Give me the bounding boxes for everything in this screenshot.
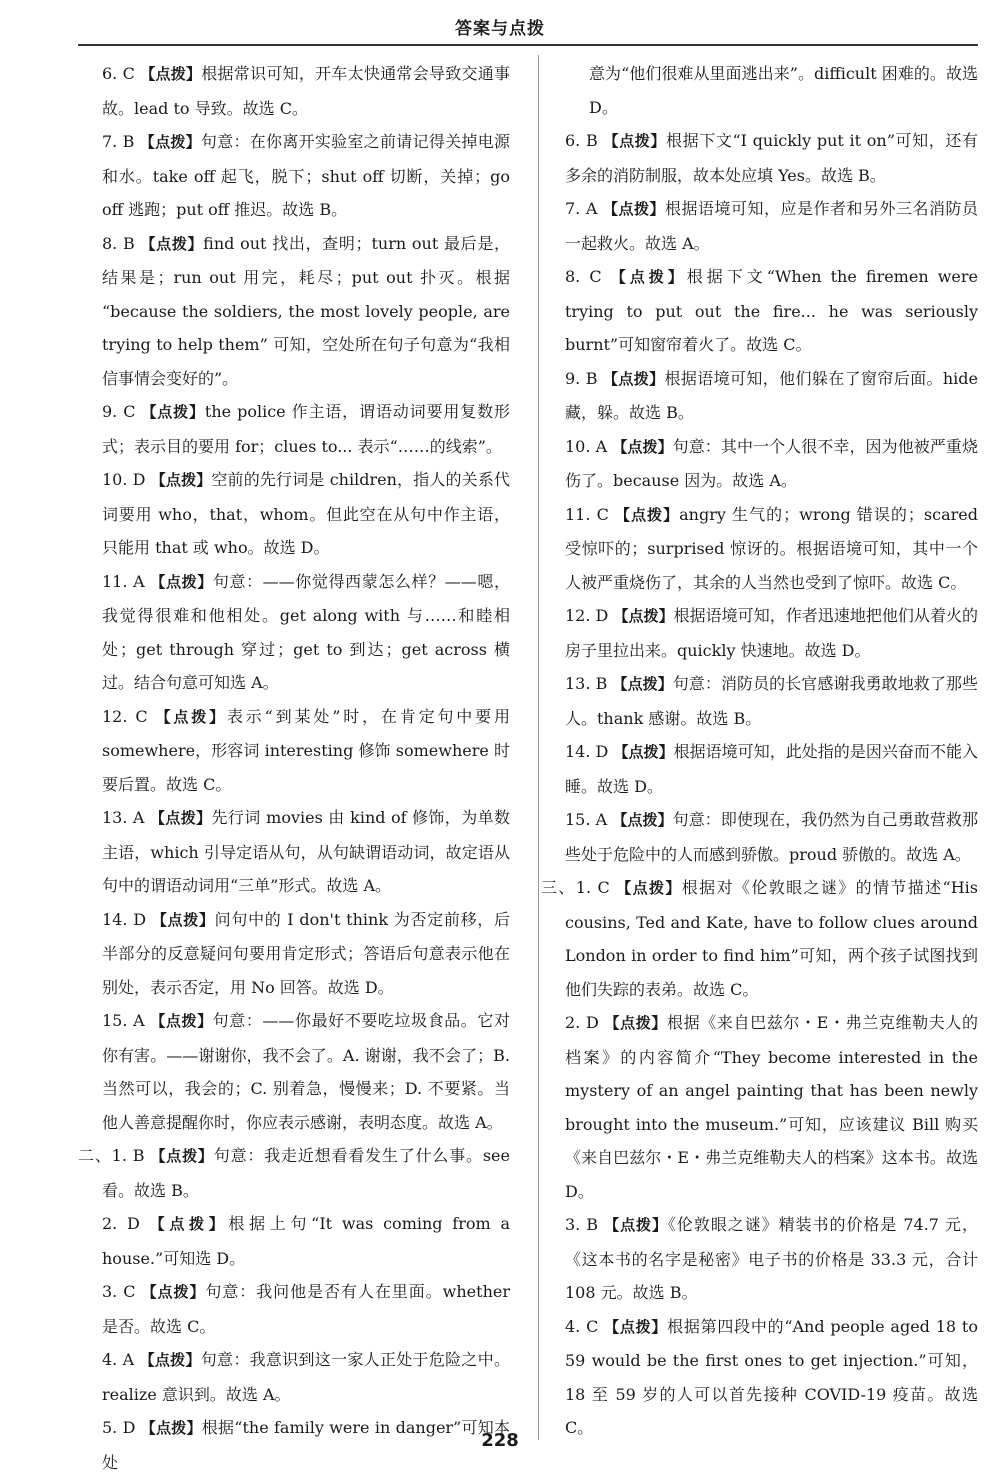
answer-item-continued [565, 57, 978, 124]
question-number: 3. B [565, 1215, 599, 1234]
explanation-text: the police 作主语，谓语动词要用复数形式；表示目的要用 for；clues to... 表示“……的线索”。 [102, 402, 510, 456]
hint-tag: 【点拨】 [603, 200, 665, 218]
answer-item [102, 801, 510, 903]
hint-tag: 【点拨】 [151, 910, 215, 929]
question-number: 1. C [575, 878, 610, 897]
hint-tag: 【点拨】 [149, 1215, 229, 1233]
question-number: 10. D [102, 470, 146, 489]
explanation-text: 句意：消防员的长官感谢我勇敢地救了那些人。thank 感谢。故选 B。 [565, 674, 978, 728]
explanation-text: 根据语境可知，应是作者和另外三名消防员一起救火。故选 A。 [565, 199, 978, 253]
explanation-text: 根据语境可知，此处指的是因兴奋而不能入睡。故选 D。 [565, 742, 978, 796]
answer-item [565, 1208, 978, 1310]
hint-tag: 【点拨】 [141, 403, 205, 421]
question-number: 8. B [102, 233, 135, 253]
hint-tag: 【点拨】 [616, 879, 682, 897]
explanation-text: 句意：——你最好不要吃垃圾食品。它对你有害。——谢谢你，我不会了。A. 谢谢，我不会了；B. 当然可以，我会的；C. 别着急，慢慢来；D. 不要紧。当他人善意提醒你时，你应表示感谢，表明态度。故选 A。 [102, 1011, 510, 1132]
hint-tag: 【点拨】 [603, 132, 666, 150]
hint-tag: 【点拨】 [612, 811, 673, 829]
answer-item [565, 362, 978, 430]
explanation-text: 句意：在你离开实验室之前请记得关掉电源和水。take off 起飞，脱下；shut off 切断，关掉；go off 逃跑；put off 推迟。故选 B。 [102, 132, 510, 219]
hint-tag: 【点拨】 [150, 572, 213, 591]
hint-tag: 【点拨】 [614, 505, 680, 524]
answer-item [78, 1139, 510, 1207]
answer-item [565, 430, 978, 498]
explanation-text: 句意：我意识到这一家人正处于危险之中。realize 意识到。故选 A。 [102, 1350, 510, 1404]
question-number: 11. A [102, 571, 145, 591]
question-number: 1. B [111, 1146, 145, 1165]
explanation-text: 根据《来自巴兹尔・E・弗兰克维勒夫人的档案》的内容简介“They become interested in the mystery of an angel painting that has been newly brought into the museum.”可知，应该建议 Bill 购买《来自巴兹尔・E・弗兰克维勒夫人的档案》这本书。故选 D。 [565, 1013, 978, 1201]
answer-item [541, 871, 979, 1006]
explanation-text: 句意：——你觉得西蒙怎么样？——嗯，我觉得很难和他相处。get along with 与……和睦相处；get through 穿过；get to 到达；get across 横过。结合句意可知选 A。 [102, 571, 510, 692]
hint-tag: 【点拨】 [612, 675, 673, 693]
answer-item [565, 667, 978, 735]
answer-item [102, 1343, 510, 1411]
explanation-text: 句意：即使现在，我仍然为自己勇敢营救那些处于危险中的人而感到骄傲。proud 骄傲的。故选 A。 [565, 810, 978, 864]
column-divider [538, 55, 539, 1440]
answer-item [565, 498, 978, 600]
header-title: 答案与点拨 [455, 19, 545, 39]
question-number: 8. C [565, 267, 602, 286]
explanation-text: 根据语境可知，作者迅速地把他们从着火的房子里拉出来。quickly 快速地。故选 D。 [565, 606, 978, 660]
question-number: 4. A [102, 1350, 135, 1369]
hint-tag: 【点拨】 [612, 437, 673, 456]
hint-tag: 【点拨】 [150, 1012, 213, 1030]
answer-item [102, 125, 510, 227]
explanation-text: 根据语境可知，他们躲在了窗帘后面。hide 藏，躲。故选 B。 [565, 368, 979, 422]
question-number: 11. C [565, 504, 609, 524]
hint-tag: 【点拨】 [604, 1014, 668, 1032]
question-number: 7. B [102, 132, 135, 151]
question-number: 15. A [102, 1011, 145, 1030]
hint-tag: 【点拨】 [149, 809, 212, 827]
question-number: 6. C [102, 64, 135, 83]
explanation-text: 先行词 movies 由 kind of 修饰，为单数主语，which 引导定语从句，从句缺谓语动词，故定语从句中的谓语动词用“三单”形式。故选 A。 [102, 808, 510, 895]
left-column [78, 57, 510, 1479]
explanation-text: 表示“到某处”时，在肯定句中要用 somewhere，形容词 interesting 修饰 somewhere 时要后置。故选 C。 [102, 706, 510, 794]
question-number: 12. D [565, 606, 609, 625]
explanation-text: 句意：我问他是否有人在里面。whether 是否。故选 C。 [102, 1282, 510, 1336]
explanation-text: find out 找出，查明；turn out 最后是，结果是；run out 用完，耗尽；put out 扑灭。根据 “because the soldiers, the most lovely people, are trying to help them” 可知，空处所在句子句意为“我相信事情会变好的”。 [102, 233, 510, 388]
explanation-text: 根据下文“When the firemen were trying to put out the fire... he was seriously burnt”可知窗帘着火了。故选 C。 [565, 267, 979, 354]
explanation-text: 根据下文“I quickly put it on”可知，还有多余的消防制服，故本处应填 Yes。故选 B。 [565, 131, 978, 185]
hint-tag: 【点拨】 [610, 268, 687, 286]
section-number: 三、 [541, 878, 576, 897]
question-number: 10. A [565, 436, 608, 456]
explanation-text: angry 生气的；wrong 错误的；scared 受惊吓的；surprised 惊讶的。根据语境可知，其中一个人被严重烧伤了，其余的人当然也受到了惊吓。故选 C。 [565, 504, 979, 592]
question-number: 12. C [102, 706, 148, 726]
explanation-text: 根据“the family were in danger”可知本处 [102, 1418, 510, 1472]
question-number: 9. B [565, 368, 598, 388]
hint-tag: 【点拨】 [141, 1283, 206, 1301]
answer-item [565, 1310, 978, 1445]
answer-item [102, 1207, 510, 1275]
explanation-text: 根据第四段中的“And people aged 18 to 59 would be the first ones to get injection.”可知，18 至 59 岁的人可以首先接种 COVID-19 疫苗。故选 C。 [565, 1316, 978, 1437]
explanation-text: 空前的先行词是 children，指人的关系代词要用 who，that，whom。但此空在从句中作主语，只能用 that 或 who。故选 D。 [102, 470, 510, 557]
answer-item [565, 192, 978, 260]
explanation-text: 根据上句“It was coming from a house.”可知选 D。 [102, 1214, 510, 1268]
explanation-text: 根据对《伦敦眼之谜》的情节描述“His cousins, Ted and Kate, have to follow clues around London in order to find him”可知，两个孩子试图找到他们失踪的表弟。故选 C。 [565, 878, 979, 999]
hint-tag: 【点拨】 [150, 471, 212, 489]
answer-item [565, 803, 978, 871]
answer-item [102, 903, 510, 1005]
page-header [0, 0, 1000, 46]
hint-tag: 【点拨】 [602, 369, 665, 388]
answer-item [102, 227, 510, 396]
explanation-text: 《伦敦眼之谜》精装书的价格是 74.7 元，《这本书的名字是秘密》电子书的价格是 33.3 元，合计 108 元。故选 B。 [565, 1215, 978, 1302]
answer-item [565, 124, 978, 192]
question-number: 14. D [565, 742, 609, 761]
explanation-text: 意为“他们很难从里面逃出来”。difficult 困难的。故选 D。 [589, 64, 978, 117]
section-number: 二、 [78, 1146, 112, 1165]
answer-item [102, 565, 510, 700]
question-number: 2. D [102, 1214, 140, 1233]
hint-tag: 【点拨】 [139, 133, 201, 151]
explanation-text: 根据常识可知，开车太快通常会导致交通事故。lead to 导致。故选 C。 [102, 64, 510, 118]
hint-tag: 【点拨】 [140, 234, 204, 253]
question-number: 5. D [102, 1418, 136, 1437]
question-number: 13. B [565, 674, 608, 693]
question-number: 2. D [565, 1013, 599, 1032]
explanation-text: 句意：其中一个人很不幸，因为他被严重烧伤了。because 因为。故选 A。 [565, 436, 978, 490]
answer-item [102, 463, 510, 565]
hint-tag: 【点拨】 [140, 1419, 202, 1437]
hint-tag: 【点拨】 [613, 743, 674, 761]
question-number: 6. B [565, 131, 598, 150]
header-rule [78, 44, 978, 46]
hint-tag: 【点拨】 [604, 1317, 668, 1336]
hint-tag: 【点拨】 [139, 1351, 201, 1369]
hint-tag: 【点拨】 [604, 1216, 668, 1234]
hint-tag: 【点拨】 [140, 65, 202, 83]
question-number: 9. C [102, 402, 136, 421]
right-column [541, 57, 979, 1445]
question-number: 14. D [102, 909, 147, 929]
hint-tag: 【点拨】 [155, 707, 227, 726]
question-number: 13. A [102, 808, 145, 827]
answer-item [565, 599, 978, 667]
answer-item [565, 735, 978, 803]
answer-item [102, 57, 510, 125]
answer-item [102, 395, 510, 463]
explanation-text: 句意：我走近想看看发生了什么事。see 看。故选 B。 [102, 1146, 510, 1200]
question-number: 15. A [565, 810, 608, 829]
question-number: 3. C [102, 1282, 136, 1301]
question-number: 4. C [565, 1316, 599, 1336]
explanation-text: 问句中的 I don't think 为否定前移，后半部分的反意疑问句要用肯定形式；答语后句意表示他在别处，表示否定，用 No 回答。故选 D。 [102, 909, 510, 997]
question-number: 7. A [565, 199, 598, 218]
answer-item [565, 1006, 978, 1208]
answer-item [102, 1275, 510, 1343]
answer-item [102, 700, 510, 802]
hint-tag: 【点拨】 [150, 1147, 214, 1165]
answer-item [102, 1004, 510, 1139]
answer-item [565, 260, 978, 362]
page-number: 228 [481, 1430, 519, 1451]
hint-tag: 【点拨】 [613, 607, 674, 625]
